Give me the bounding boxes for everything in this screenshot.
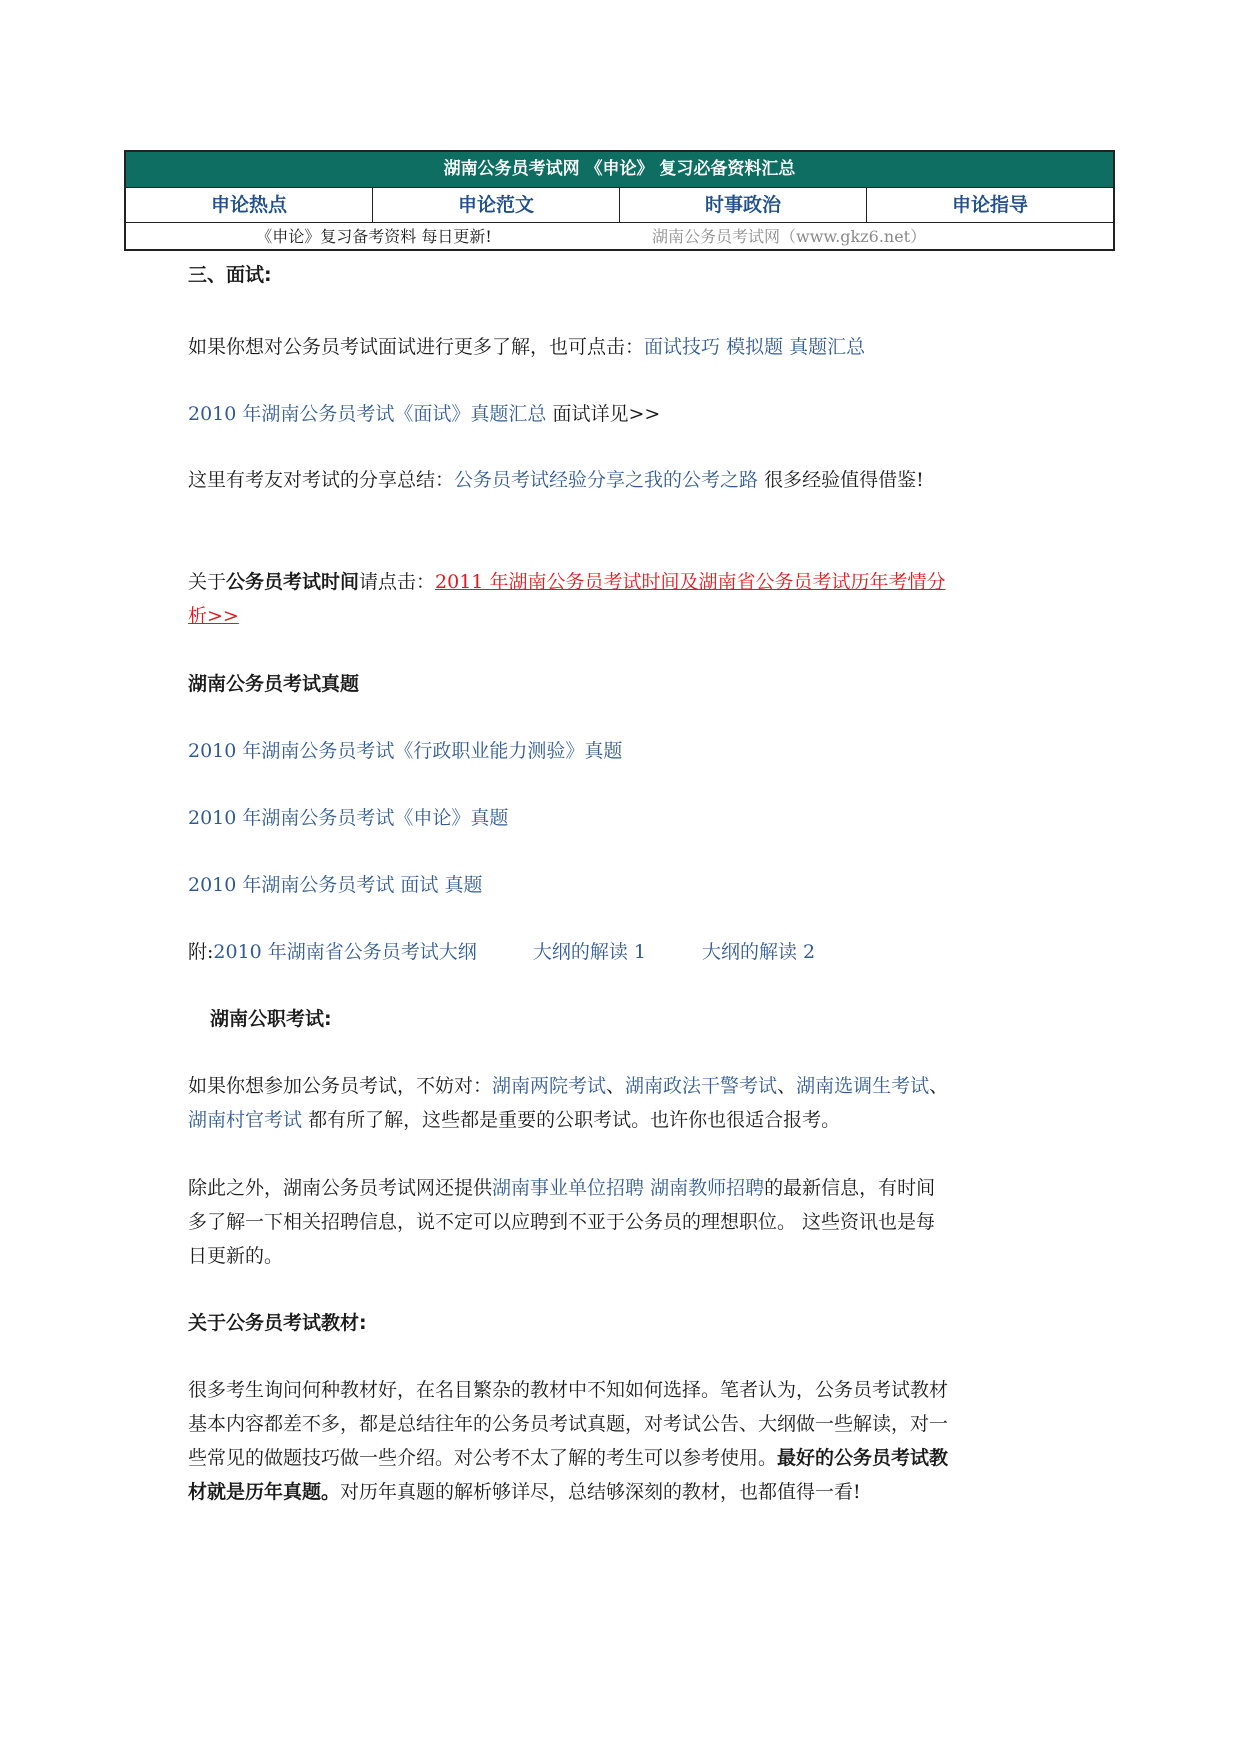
link-mock-questions[interactable]: 模拟题: [726, 336, 784, 358]
text: 面试详见>>: [552, 403, 661, 425]
link-2010-interview-questions[interactable]: 2010 年湖南公务员考试《面试》真题汇总: [188, 403, 547, 425]
text: 都有所了解，这些都是重要的公职考试。也许你也很适合报考。: [308, 1109, 841, 1131]
section-heading-textbooks: 关于公务员考试教材:: [188, 1312, 367, 1334]
link-selected-graduates-exam[interactable]: 湖南选调生考试: [796, 1075, 930, 1097]
header-table: [124, 150, 1115, 251]
paragraph-other-jobs-line2: 多了解一下相关招聘信息，说不定可以应聘到不亚于公务员的理想职位。 这些资讯也是每: [188, 1211, 936, 1233]
paragraph-textbooks-line2: 基本内容都差不多，都是总结往年的公务员考试真题，对考试公告、大纲做一些解读，对一: [188, 1413, 949, 1435]
paragraph-public-jobs-line1: [188, 1069, 948, 1103]
separator: 、: [606, 1075, 626, 1097]
text-bold: 公务员考试时间: [226, 571, 360, 593]
paragraph-public-jobs-line2: [188, 1103, 840, 1137]
paragraph-textbooks-line3: [188, 1441, 948, 1475]
section-heading-public-jobs: 湖南公职考试:: [210, 1008, 332, 1030]
nav-link-hotspots[interactable]: 申论热点: [126, 188, 373, 222]
link-two-courts-exam[interactable]: 湖南两院考试: [492, 1075, 607, 1097]
section-heading-interview: 三、面试:: [188, 264, 272, 286]
header-nav: [126, 188, 1113, 223]
section-heading-real-questions: 湖南公务员考试真题: [188, 673, 360, 695]
paragraph-textbooks-line1: 很多考生询问何种教材好，在名目繁杂的教材中不知如何选择。笔者认为，公务员考试教材: [188, 1379, 949, 1401]
link-2010-outline[interactable]: 2010 年湖南省公务员考试大纲: [213, 941, 477, 963]
text: 除此之外，湖南公务员考试网还提供: [188, 1177, 493, 1199]
separator: 、: [929, 1075, 949, 1097]
link-teacher-jobs[interactable]: 湖南教师招聘: [650, 1177, 765, 1199]
text: 很多经验值得借鉴!: [764, 469, 924, 491]
paragraph-other-jobs-line3: 日更新的。: [188, 1245, 284, 1267]
text-bold: 最好的公务员考试教: [777, 1447, 949, 1469]
text: 的最新信息，有时间: [764, 1177, 936, 1199]
text: 如果你想对公务员考试面试进行更多了解，也可点击：: [188, 336, 645, 358]
link-police-exam[interactable]: 湖南政法干警考试: [625, 1075, 778, 1097]
separator: 、: [777, 1075, 797, 1097]
link-2010-aptitude-test[interactable]: 2010 年湖南公务员考试《行政职业能力测验》真题: [188, 740, 623, 762]
link-outline-interpretation-2[interactable]: 大纲的解读 2: [701, 941, 816, 963]
header-right-note: 湖南公务员考试网（www.gkz6.net）: [652, 227, 927, 246]
paragraph-experience: [188, 463, 924, 497]
link-outline-interpretation-1[interactable]: 大纲的解读 1: [532, 941, 646, 963]
header-left-note: 《申论》复习备考资料 每日更新!: [256, 227, 492, 246]
text: 请点击：: [359, 571, 436, 593]
link-exam-time-2011-cont[interactable]: 析>>: [188, 605, 239, 627]
link-2010-interview[interactable]: 2010 年湖南公务员考试 面试 真题: [188, 874, 483, 896]
link-2010-shenlun[interactable]: 2010 年湖南公务员考试《申论》真题: [188, 807, 509, 829]
link-exam-time-2011[interactable]: 2011 年湖南公务员考试时间及湖南省公务员考试历年考情分: [435, 571, 946, 593]
header-title: 湖南公务员考试网 《申论》 复习必备资料汇总: [126, 152, 1113, 188]
header-footer-row: [126, 223, 1113, 251]
link-real-questions-summary[interactable]: 真题汇总: [789, 336, 866, 358]
text: 对历年真题的解析够详尽，总结够深刻的教材，也都值得一看!: [340, 1481, 861, 1503]
link-public-institution-jobs[interactable]: 湖南事业单位招聘: [492, 1177, 645, 1199]
text: 关于: [188, 571, 227, 593]
nav-link-current-affairs[interactable]: 时事政治: [620, 188, 867, 222]
text: 这里有考友对考试的分享总结：: [188, 469, 455, 491]
paragraph-other-jobs-line1: [188, 1171, 935, 1205]
paragraph-textbooks-line4: [188, 1475, 861, 1509]
link-village-official-exam[interactable]: 湖南村官考试: [188, 1109, 303, 1131]
paragraph-exam-time-line1: [188, 565, 945, 599]
paragraph-interview-more: [188, 330, 865, 364]
paragraph-exam-time-line2: [188, 599, 239, 633]
nav-link-guidance[interactable]: 申论指导: [951, 194, 1028, 216]
nav-link-samples[interactable]: 申论范文: [373, 188, 620, 222]
paragraph-interview-2010: [188, 397, 660, 431]
paragraph-appendix: [188, 935, 815, 969]
text: 附:: [188, 941, 214, 963]
link-interview-skills[interactable]: 面试技巧: [644, 336, 721, 358]
text: 些常见的做题技巧做一些介绍。对公考不太了解的考生可以参考使用。: [188, 1447, 778, 1469]
text-bold: 材就是历年真题。: [188, 1481, 341, 1503]
link-experience-share[interactable]: 公务员考试经验分享之我的公考之路: [454, 469, 759, 491]
text: 如果你想参加公务员考试，不妨对：: [188, 1075, 493, 1097]
